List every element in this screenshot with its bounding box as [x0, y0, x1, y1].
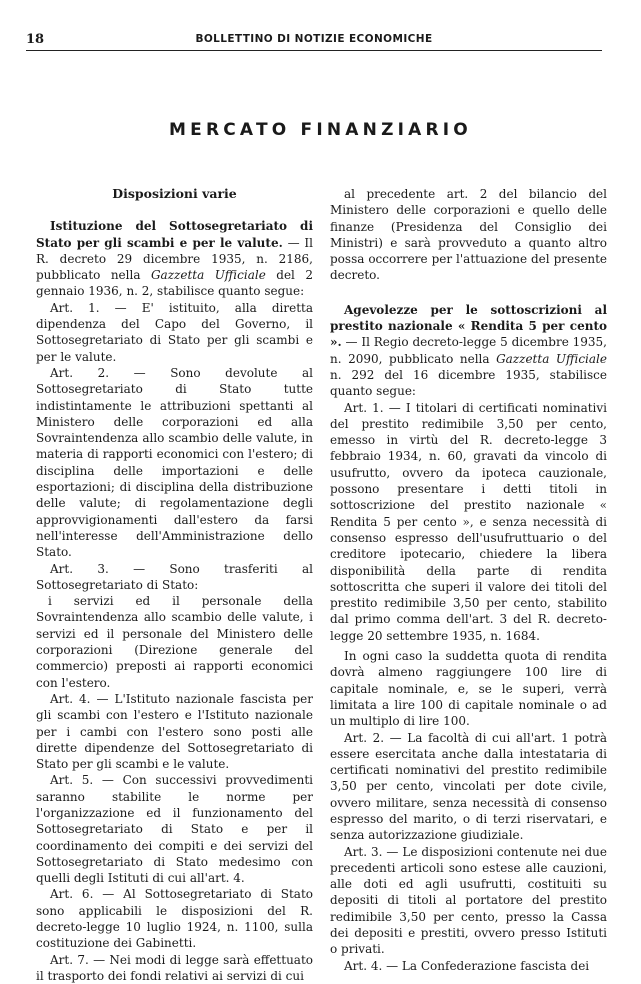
gazette-name: Gazzetta Ufficiale — [150, 268, 266, 283]
article-2: Art. 2. — Sono devolute al Sottosegretariato di Stato tutte indistintamente le attribuzioni spettanti al Ministero delle corporazioni ed alla Sovraintendenza allo scambio delle valute, in materia di rapporti economici con l'estero; di disciplina delle importazioni e delle esportazioni; di disciplina della distribuzione delle valute; di regolamentazione degli approvvigionamenti dall'estero da farsi nell'interesse dell'Amministrazione dello Stato. — [36, 365, 313, 560]
section-title: MERCATO FINANZIARIO — [169, 120, 472, 140]
article-7: Art. 7. — Nei modi di legge sarà effettuato il trasporto dei fondi relativi ai servizi di cui — [36, 952, 313, 983]
left-column — [36, 172, 313, 984]
continuation-paragraph: al precedente art. 2 del bilancio del Ministero delle corporazioni e quello delle finanze (Presidenza del Consiglio dei Ministri) e sarà provveduto a quanto altro possa occorrere per l'attuazione del presente decreto. — [330, 187, 607, 283]
article-3: Art. 3. — Sono trasferiti al Sottosegretariato di Stato: — [36, 561, 313, 592]
article-6: Art. 6. — Al Sottosegretariato di Stato sono applicabili le disposizioni del R. decreto-legge 10 luglio 1924, n. 1100, sulla costituzione dei Gabinetti. — [36, 887, 313, 951]
lead-text-1-b: — Il Regio decreto-legge 5 dicembre 1935, n. 2090, pubblicato nella — [330, 335, 607, 366]
gazette-name-2: Gazzetta Ufficiale — [496, 351, 607, 366]
running-header — [26, 32, 602, 50]
lead-text-2-b: n. 292 del 16 dicembre 1935, stabilisce quanto segue: — [330, 367, 607, 399]
rendita-article-3: Art. 3. — Le disposizioni contenute nei due precedenti articoli sono estese alle cauzioni, alle doti ed agli usufrutti, costituiti su depositi di titoli al portatore del prestito redimibile 3,50 per cento, presso la Cassa dei depositi e prestiti, ovvero presso Istituti o privati. — [330, 844, 607, 957]
paragraph-gap — [330, 284, 607, 302]
lead-title-2: Agevolezze per le sottoscrizioni al prestito nazionale « Rendita 5 per cento ». — [330, 302, 607, 350]
lead-text-1: — Il R. decreto 29 dicembre 1935, n. 2186, pubblicato nella — [36, 235, 313, 283]
subheading: Disposizioni varie — [112, 186, 237, 201]
lead-paragraph — [36, 218, 313, 299]
page-number: 18 — [26, 32, 45, 47]
article-4: Art. 4. — L'Istituto nazionale fascista per gli scambi con l'estero e l'Istituto nazionale per i cambi con l'estero sono posti alle dirette dipendenze del Sottosegretariato di Stato per gli scambi e le valute. — [36, 691, 313, 772]
lead-title: Istituzione del Sottosegretariato di Stato per gli scambi e per le valute. — [36, 219, 313, 250]
right-column — [330, 172, 607, 974]
rendita-article-2: Art. 2. — La facoltà di cui all'art. 1 potrà essere esercitata anche dalla intestataria di certificati nominativi del prestito redimibile 3,50 per cento, vincolati per dote civile, ovvero militare, senza necessità di consenso espresso del marito, o di terzi riservatari, e senza autorizzazione giudiziale. — [330, 730, 607, 843]
rendita-article-4: Art. 4. — La Confederazione fascista dei — [344, 958, 590, 973]
lead-text-2: del 2 gennaio 1936, n. 2, stabilisce quanto segue: — [36, 268, 313, 299]
rendita-article-1: Art. 1. — I titolari di certificati nominativi del prestito redimibile 3,50 per cento, emesso in virtù del R. decreto-legge 3 febbraio 1934, n. 60, gravati da vincolo di usufrutto, ovvero da ipoteca cauzionale, possono presentare i detti titoli in sottoscrizione del prestito nazionale « Rendita 5 per cento », e senza necessità di consenso espresso dell'usufruttuario o del creditore ipotecario, chiedere la libera disponibilità della parte di rendita sottoscritta che superi il valore dei titoli del prestito redimibile 3,50 per cento, stabilito dal primo comma dell'art. 3 del R. decreto-legge 20 settembre 1935, n. 1684. — [330, 400, 607, 643]
article-3-body: i servizi ed il personale della Sovraintendenza allo scambio delle valute, i servizi ed il personale del Ministero delle corporazioni (Direzione generale del commercio) preposti ai rapporti economici con l'estero. — [36, 594, 313, 690]
header-rule — [26, 50, 602, 51]
article-1: Art. 1. — E' istituito, alla diretta dipendenza del Capo del Governo, il Sottosegretariato di Stato per gli scambi e per le valute. — [36, 300, 313, 364]
rendita-article-1-b: In ogni caso la suddetta quota di rendita dovrà almeno raggiungere 100 lire di capitale nominale, e, se le superi, verrà limitata a lire 100 di capitale nominale o ad un multiplo di lire 100. — [330, 649, 607, 729]
article-5: Art. 5. — Con successivi provvedimenti saranno stabilite le norme per l'organizzazione ed il funzionamento del Sottosegretariato di Stato e per il coordinamento dei compiti e dei servizi del Sottosegretariato di Stato medesimo con quelli degli Istituti di cui all'art. 4. — [36, 773, 313, 886]
lead-paragraph-2 — [330, 302, 607, 400]
journal-title: BOLLETTINO DI NOTIZIE ECONOMICHE — [195, 33, 433, 45]
